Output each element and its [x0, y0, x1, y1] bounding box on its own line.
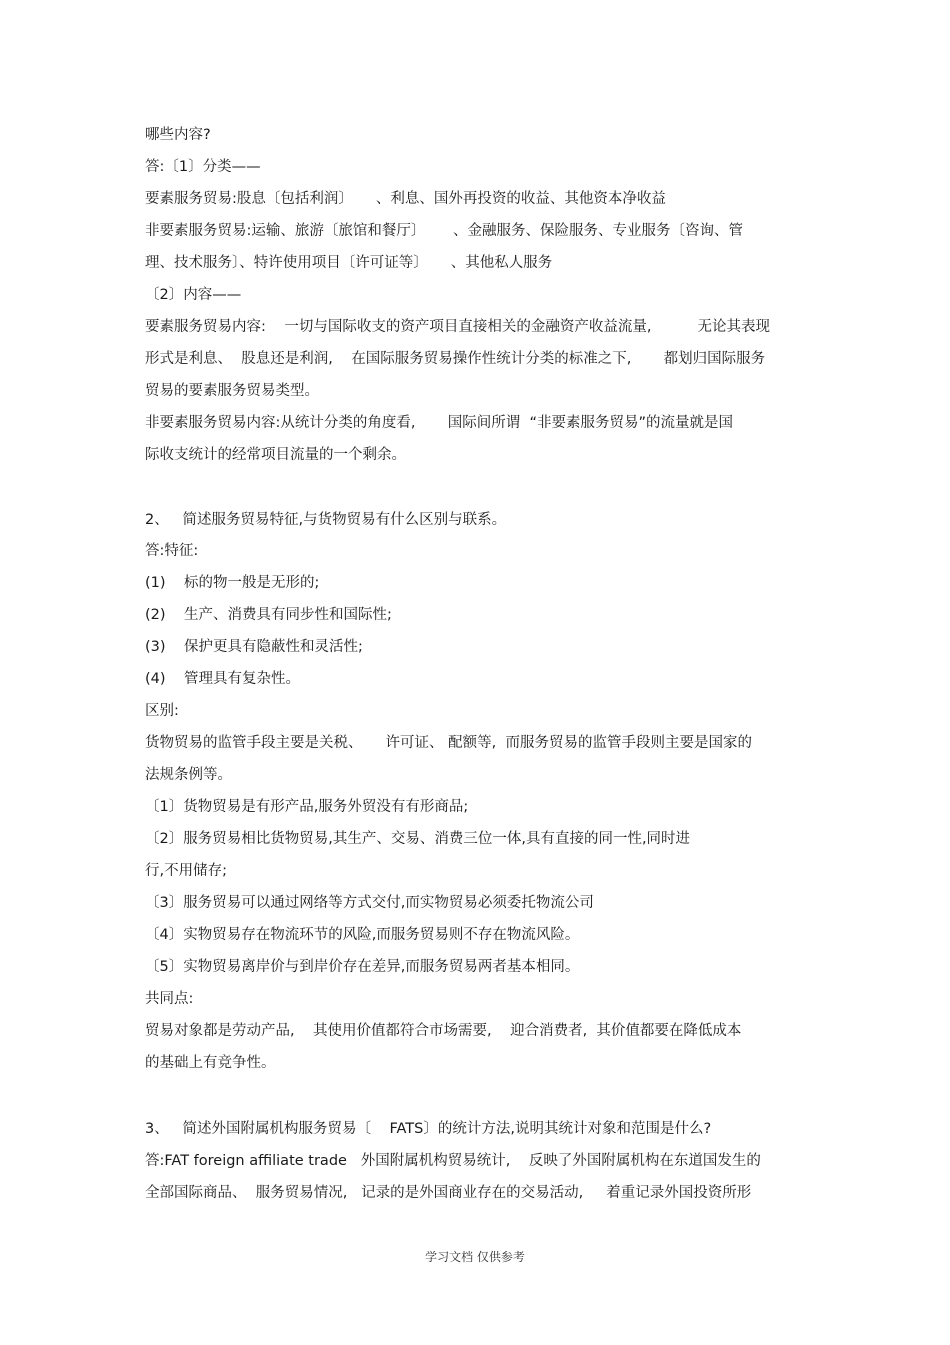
text-line: 〔2〕内容—— — [145, 287, 242, 303]
text-line: 答:特征: — [145, 543, 199, 559]
list-item: 〔1〕货物贸易是有形产品,服务外贸没有有形商品; — [145, 799, 469, 815]
question-heading: 2、 简述服务贸易特征,与货物贸易有什么区别与联系。 — [145, 512, 507, 528]
page-footer: 学习文档 仅供参考 — [425, 1250, 525, 1264]
text-line: 形式是利息、 股息还是利润, 在国际服务贸易操作性统计分类的标准之下, 都划归国际服务 — [145, 351, 766, 367]
list-item: (1) 标的物一般是无形的; — [145, 575, 320, 591]
text-line: 全部国际商品、 服务贸易情况, 记录的是外国商业存在的交易活动, 着重记录外国投资所形 — [145, 1185, 752, 1201]
list-item: (4) 管理具有复杂性。 — [145, 671, 300, 687]
list-item: (3) 保护更具有隐蔽性和灵活性; — [145, 639, 363, 655]
text-line: 非要素服务贸易:运输、旅游〔旅馆和餐厅〕 、金融服务、保险服务、专业服务〔咨询、管 — [145, 223, 744, 239]
list-item: (2) 生产、消费具有同步性和国际性; — [145, 607, 392, 623]
text-line: 行,不用储存; — [145, 863, 227, 879]
text-line: 贸易对象都是劳动产品, 其使用价值都符合市场需要, 迎合消费者, 其价值都要在降低成本 — [145, 1023, 742, 1039]
text-line: 理、技术服务〕、特许使用项目〔许可证等〕 、其他私人服务 — [145, 255, 553, 271]
text-line: 共同点: — [145, 991, 194, 1007]
text-line: 要素服务贸易内容: 一切与国际收支的资产项目直接相关的金融资产收益流量, 无论其表现 — [145, 319, 771, 335]
text-line: 货物贸易的监管手段主要是关税、 许可证、 配额等, 而服务贸易的监管手段则主要是国家的 — [145, 735, 752, 751]
text-line: 的基础上有竞争性。 — [145, 1055, 276, 1071]
text-line: 区别: — [145, 703, 179, 719]
text-line: 哪些内容? — [145, 127, 211, 143]
text-line: 际收支统计的经常项目流量的一个剩余。 — [145, 447, 406, 463]
text-line: 贸易的要素服务贸易类型。 — [145, 383, 319, 399]
list-item: 〔2〕服务贸易相比货物贸易,其生产、交易、消费三位一体,具有直接的同一性,同时进 — [145, 831, 691, 847]
text-line: 法规条例等。 — [145, 767, 232, 783]
list-item: 〔3〕服务贸易可以通过网络等方式交付,而实物贸易必须委托物流公司 — [145, 895, 594, 911]
text-line: 要素服务贸易:股息〔包括利润〕 、利息、国外再投资的收益、其他资本净收益 — [145, 191, 666, 207]
list-item: 〔5〕实物贸易离岸价与到岸价存在差异,而服务贸易两者基本相同。 — [145, 959, 580, 975]
text-line: 非要素服务贸易内容:从统计分类的角度看, 国际间所谓 “非要素服务贸易”的流量就是国 — [145, 415, 733, 431]
text-line: 答:〔1〕分类—— — [145, 159, 261, 175]
question-heading: 3、 简述外国附属机构服务贸易〔 FATS〕的统计方法,说明其统计对象和范围是什么? — [145, 1121, 712, 1137]
text-line: 答:FAT foreign affiliate trade 外国附属机构贸易统计, 反映了外国附属机构在东道国发生的 — [145, 1153, 761, 1169]
list-item: 〔4〕实物贸易存在物流环节的风险,而服务贸易则不存在物流风险。 — [145, 927, 580, 943]
